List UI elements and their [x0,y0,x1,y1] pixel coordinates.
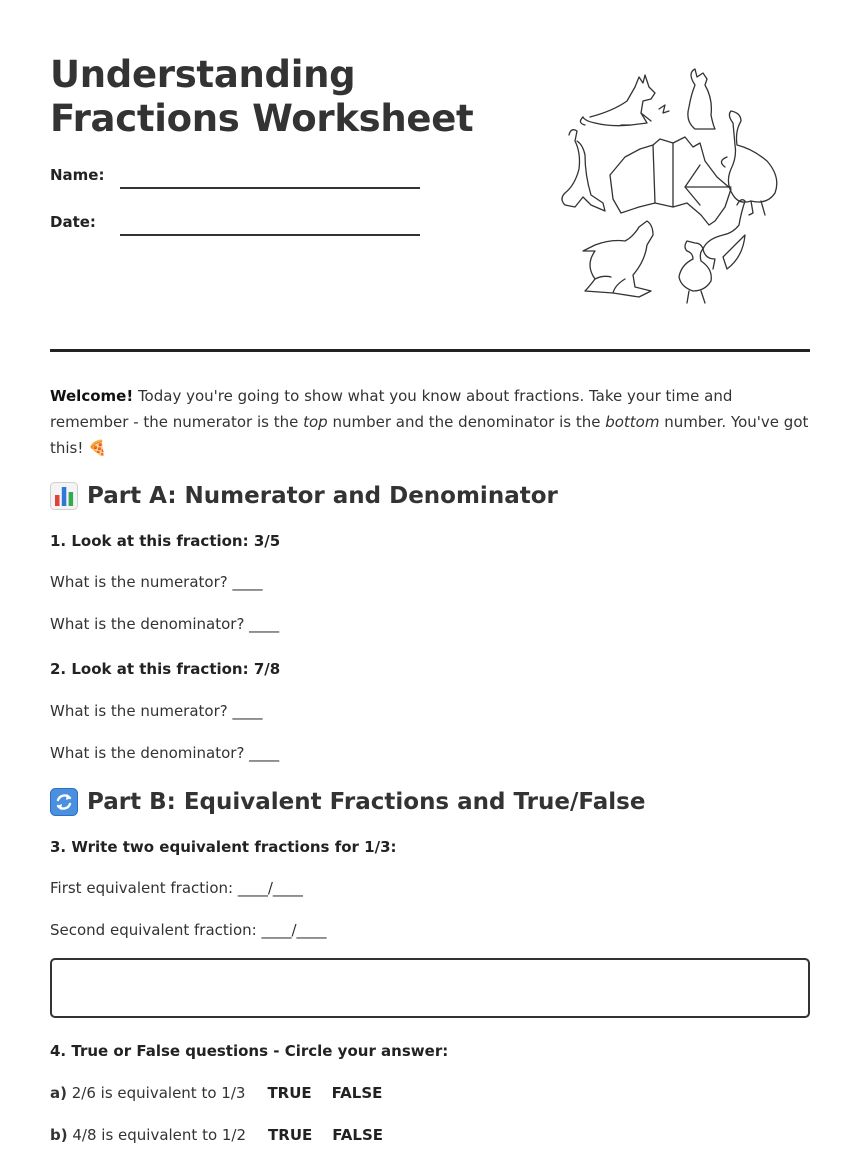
name-label: Name: [50,166,105,184]
kangaroo-top-drawing [580,75,669,126]
question-4-item-b [50,1125,810,1145]
question-1-title: 1. Look at this fraction: 3/5 [50,532,281,550]
part-a-title: Part A: Numerator and Denominator [87,483,558,509]
question-3-title: 3. Write two equivalent fractions for 1/3: [50,838,397,856]
intro-text-2: number and the denominator is the [327,413,606,431]
item-a-text: 2/6 is equivalent to 1/3 [66,1084,246,1102]
question-2-numerator[interactable]: What is the numerator? ____ [50,702,263,720]
name-line[interactable] [120,187,420,189]
question-2-title: 2. Look at this fraction: 7/8 [50,660,281,678]
worksheet-content [50,383,810,1145]
question-4-item-a [50,1083,810,1103]
kangaroo-left-drawing [562,130,605,211]
question-3-second[interactable]: Second equivalent fraction: ____/____ [50,921,327,939]
wallaby-top-drawing [688,69,715,129]
item-b-false-option[interactable]: FALSE [332,1126,384,1144]
page-title [50,53,473,141]
date-field[interactable] [50,213,430,243]
emu-top-drawing [721,111,776,215]
title-line-1: Understanding [50,53,356,96]
part-b-heading [50,785,810,819]
date-label: Date: [50,213,96,231]
question-4 [50,1041,810,1145]
title-line-2: Fractions Worksheet [50,97,474,140]
bar-chart-icon [50,482,78,510]
item-a-false-option[interactable]: FALSE [331,1084,383,1102]
part-b-title: Part B: Equivalent Fractions and True/False [87,789,646,815]
question-2 [50,659,810,763]
item-a-true-option[interactable]: TRUE [267,1084,312,1102]
item-b-letter: b) [50,1126,68,1144]
intro-top-word: top [303,413,328,431]
item-a-letter: a) [50,1084,67,1102]
part-a-heading [50,479,810,513]
question-3-first[interactable]: First equivalent fraction: ____/____ [50,879,303,897]
australia-map-drawing [610,137,731,225]
name-field[interactable] [50,166,430,196]
intro-bottom-word: bottom [605,413,660,431]
item-b-text: 4/8 is equivalent to 1/2 [67,1126,247,1144]
intro-paragraph [50,383,810,461]
question-1-denominator[interactable]: What is the denominator? ____ [50,615,280,633]
question-2-denominator[interactable]: What is the denominator? ____ [50,744,280,762]
intro-welcome: Welcome! [50,387,134,405]
bird-bottom-drawing [679,241,711,303]
question-1 [50,531,810,634]
answer-box[interactable] [50,958,810,1018]
date-line[interactable] [120,234,420,236]
intro-text-1: Today you're going to show what you know about fractions. Take your time and remember - the numerator is the [50,387,733,431]
kangaroo-bottom-drawing [583,221,653,297]
question-4-title: 4. True or False questions - Circle your answer: [50,1042,449,1060]
question-1-numerator[interactable]: What is the numerator? ____ [50,573,263,591]
header-divider [50,349,810,352]
australia-animals-illustration [555,65,790,310]
arrows-cycle-icon [50,788,78,816]
intro-text-3: number. You've got this! [50,413,809,457]
item-b-true-option[interactable]: TRUE [268,1126,313,1144]
question-3 [50,837,810,940]
emu-right-drawing [703,200,745,269]
pizza-icon: 🍕 [88,439,107,457]
